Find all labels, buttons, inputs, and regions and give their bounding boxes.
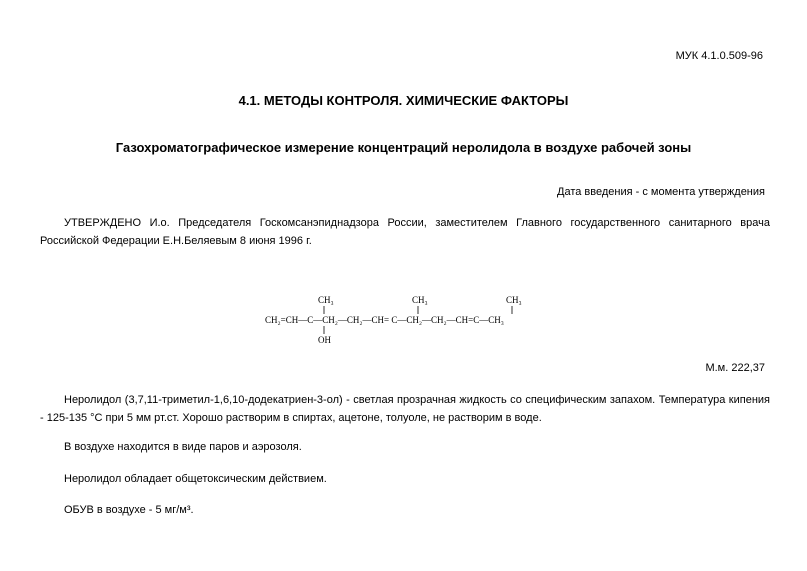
section-title: 4.1. МЕТОДЫ КОНТРОЛЯ. ХИМИЧЕСКИЕ ФАКТОРЫ — [238, 93, 569, 108]
approval-paragraph: УТВЕРЖДЕНО И.о. Председателя Госкомсанэпиднадзора России, заместителем Главного государственного санитарного врача Российской Федерации Е.Н.Беляевым 8 июня 1996 г. — [40, 217, 770, 247]
document-title: Газохроматографическое измерение концентраций неролидола в воздухе рабочей зоны — [115, 140, 692, 155]
formula-branch-ch3-1: CH₃ — [318, 295, 334, 305]
document-code: МУК 4.1.0.509-96 — [675, 50, 763, 62]
structural-formula — [265, 292, 555, 348]
formula-main-chain: CH₂=CH—C—CH₂—CH₂—CH= C—CH₂—CH₂—CH=C—CH₃ — [265, 315, 504, 325]
formula-branch-ch3-3: CH₃ — [506, 295, 522, 305]
formula-branch-ch3-2: CH₃ — [412, 295, 428, 305]
formula-hydroxyl: OH — [318, 335, 331, 345]
toxicity-paragraph: Неролидол обладает общетоксическим действием. — [64, 473, 327, 485]
limit-paragraph: ОБУВ в воздухе - 5 мг/м³. — [64, 504, 194, 516]
air-state-paragraph: В воздухе находится в виде паров и аэрозоля. — [64, 441, 302, 453]
description-paragraph: Неролидол (3,7,11-триметил-1,6,10-додекатриен-3-ол) - светлая прозрачная жидкость со специфическим запахом. Температура кипения - 125-135 °С при 5 мм рт.ст. Хорошо растворим в спиртах, ацетоне, толуоле, не растворим в воде. — [40, 394, 770, 424]
molar-mass: М.м. 222,37 — [705, 362, 765, 374]
effective-date: Дата введения - с момента утверждения — [557, 186, 765, 198]
